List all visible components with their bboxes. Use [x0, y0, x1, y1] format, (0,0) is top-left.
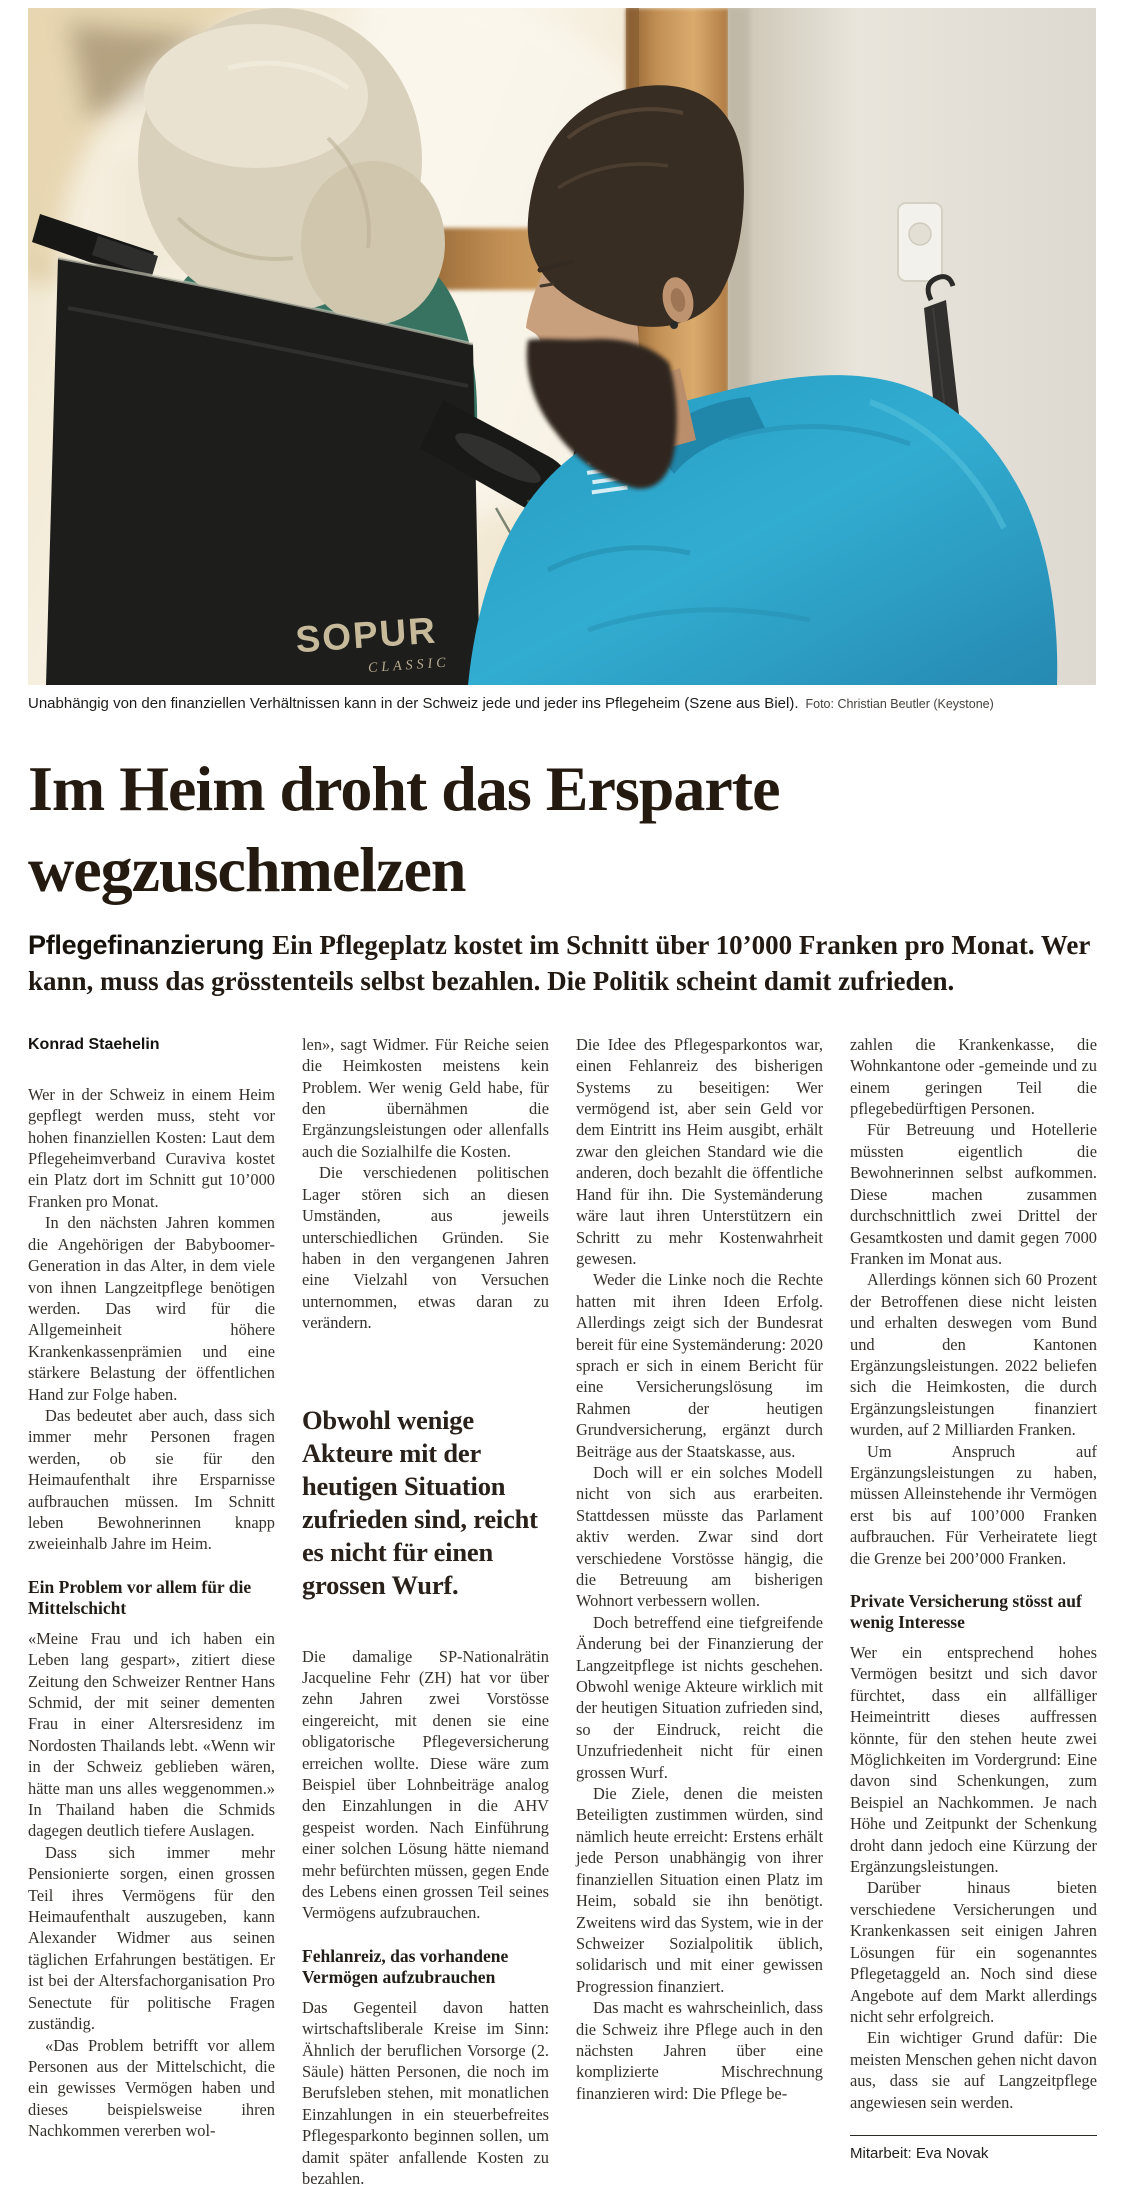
- body-paragraph: Für Betreuung und Hotellerie müssten eigentlich die Bewohnerinnen selbst aufkommen. Diese machen zusammen durchschnittlich zwei Drittel der Gesamtkosten und damit gegen 7000 Franken im Monat aus.: [850, 1120, 1097, 1268]
- body-paragraph: «Das Problem betrifft vor allem Personen aus der Mittelschicht, die ein gewisses Vermögen haben und dieses beispielsweise ihren Nachkommen vererben wol-: [28, 2035, 275, 2141]
- photo-caption-text: Unabhängig von den finanziellen Verhältnissen kann in der Schweiz jede und jeder ins Pflegeheim (Szene aus Biel).: [28, 695, 799, 712]
- article-column-4: [850, 1034, 1097, 2162]
- section-subhead: Fehlanreiz, das vorhandene Vermögen aufzubrauchen: [302, 1945, 509, 1987]
- article-lead: [28, 928, 1096, 1000]
- section-subhead: Ein Problem vor allem für die Mittelschicht: [28, 1576, 252, 1618]
- body-paragraph: «Meine Frau und ich haben ein Leben lang gespart», zitiert diese Zeitung den Schweizer Rentner Hans Schmid, der mit seiner dementen Frau in einer Altersresidenz im Nordosten Thailands lebt. «Wenn wir in der Schweiz geblieben wären, hätte man uns alles weggenommen.» In Thailand haben die Schmids dagegen deutlich tiefere Auslagen.: [28, 1628, 275, 1841]
- body-paragraph: Doch will er ein solches Modell nicht von sich aus erarbeiten. Stattdessen müsste das Parlament aktiv werden. Zwar sind dort verschiedene Vorstösse hängig, die die Betreuung am bisherigen Wohnort verbessern wollen.: [576, 1462, 823, 1611]
- body-paragraph: Wer in der Schweiz in einem Heim gepflegt werden muss, steht vor hohen finanziellen Kosten: Laut dem Pflegeheimverband Curaviva kostet ein Platz dort im Schnitt gut 10’000 Franken pro Monat.: [28, 1084, 275, 1211]
- contributor-note: [850, 2135, 1097, 2162]
- body-paragraph: In den nächsten Jahren kommen die Angehörigen der Babyboomer-Generation in das Alter, in dem viele von ihnen Langzeitpflege benötigen werden. Das wird für die Allgemeinheit höhere Krankenkassenprämien und eine stärkere Belastung der öffentlichen Hand zur Folge haben.: [28, 1213, 275, 1404]
- body-paragraph: Um Anspruch auf Ergänzungsleistungen zu haben, müssen Alleinstehende ihr Vermögen erst bis auf 100’000 Franken aufbrauchen. Für Verheiratete liegt die Grenze bei 200’000 Franken.: [850, 1441, 1097, 1568]
- body-paragraph: Das Gegenteil davon hatten wirtschaftsliberale Kreise im Sinn: Ähnlich der beruflichen Vorsorge (2. Säule) hätten Personen, die noch im Berufsleben stehen, mit monatlichen Einzahlungen in ein steuerbefreites Pflegesparkonto beginnen sollen, um damit später anfallende Kosten zu bezahlen.: [302, 1997, 549, 2189]
- body-paragraph: Die damalige SP-Nationalrätin Jacqueline Fehr (ZH) hat vor über zehn Jahren zwei Vorstösse eingereicht, mit denen sie eine obligatorische Pflegeversicherung erreichen wollte. Diese wäre zum Beispiel über Lohnbeiträge analog den Einzahlungen in die AHV gespeist worden. Nach Einführung einer solchen Lösung hätte niemand mehr befürchten müssen, gegen Ende des Lebens einen grossen Teil seines Vermögens aufzubrauchen.: [302, 1646, 549, 1923]
- lead-text: Ein Pflegeplatz kostet im Schnitt über 10’000 Franken pro Monat. Wer kann, muss das grösstenteils selbst bezahlen. Die Politik scheint damit zufrieden.: [28, 930, 1090, 996]
- author-byline: Konrad Staehelin: [28, 1035, 160, 1053]
- lead-kicker: Pflegefinanzierung: [28, 930, 265, 961]
- body-paragraph: Die Ziele, denen die meisten Beteiligten zustimmen würden, sind nämlich heute erreicht: Erstens erhält jede Person unabhängig von ihrer finanziellen Situation einen Platz im Heim, sobald sie ihn benötigt. Zweitens wird das System, wie in der Schweizer Sozialpolitik üblich, solidarisch und mit einer gewissen Progression finanziert.: [576, 1784, 823, 1996]
- wheelchair-brand-label: SOPUR: [294, 609, 439, 661]
- body-paragraph: Allerdings können sich 60 Prozent der Betroffenen diese nicht leisten und erhalten deswegen vom Bund und den Kantonen Ergänzungsleistungen. 2022 beliefen sich die Heimkosten, die durch Ergänzungsleistungen finanziert wurden, auf 2 Milliarden Franken.: [850, 1270, 1097, 1440]
- body-paragraph: Das bedeutet aber auch, dass sich immer mehr Personen fragen werden, ob sie für den Heimaufenthalt ihre Ersparnisse aufbrauchen müssen. Im Schnitt leben Bewohnerinnen knapp zweieinhalb Jahre im Heim.: [28, 1405, 275, 1554]
- article-column-1: [28, 1034, 275, 2142]
- article-column-2: [302, 1034, 549, 2190]
- body-paragraph: Das macht es wahrscheinlich, dass die Schweiz ihre Pflege auch in den nächsten Jahren über eine komplizierte Mischrechnung finanzieren wird: Die Pflege be-: [576, 1998, 823, 2103]
- body-paragraph: Wer ein entsprechend hohes Vermögen besitzt und sich davor fürchtet, dass ein allfälliger Heimeintritt dieses auffressen könnte, für den stehen heute zwei Möglichkeiten im Vordergrund: Eine davon sind Schenkungen, zum Beispiel an Nachkommen. Je nach Höhe und Zeitpunkt der Schenkung droht dann jedoch eine Kürzung der Ergänzungsleistungen.: [850, 1643, 1097, 1877]
- body-paragraph: Ein wichtiger Grund dafür: Die meisten Menschen gehen nicht davon aus, dass sie auf Langzeitpflege angewiesen sein werden.: [850, 2028, 1097, 2112]
- article-photo: [28, 8, 1096, 685]
- body-paragraph: len», sagt Widmer. Für Reiche seien die Heimkosten meistens kein Problem. Wer wenig Geld habe, für den übernähmen die Ergänzungsleistungen oder allenfalls auch die Sozialhilfe die Kosten.: [302, 1034, 549, 1161]
- article-columns: [28, 1034, 1096, 2190]
- body-paragraph: zahlen die Krankenkasse, die Wohnkantone oder -gemeinde und zu einem geringen Teil die pflegebedürftigen Personen.: [850, 1034, 1097, 1119]
- body-paragraph: Dass sich immer mehr Pensionierte sorgen, einen grossen Teil ihres Vermögens für den Heimaufenthalt auszugeben, kann Alexander Widmer aus seinen täglichen Erfahrungen bestätigen. Er ist bei der Altersfachorganisation Pro Senectute für politische Fragen zuständig.: [28, 1842, 275, 2034]
- pull-quote: Obwohl wenige Akteure mit der heutigen Situation zufrieden sind, reicht es nicht für einen grossen Wurf.: [302, 1404, 538, 1600]
- article-headline: Im Heim droht das Ersparte wegzuschmelzen: [28, 752, 780, 905]
- footnote-rule: [850, 2135, 1097, 2136]
- photo-caption: [28, 694, 1096, 714]
- body-paragraph: Die Idee des Pflegesparkontos war, einen Fehlanreiz des bisherigen Systems zu beseitigen: Wer vermögend ist, aber sein Geld vor dem Eintritt ins Heim ausgibt, erhält zwar den gleichen Standard wie die anderen, doch bezahlt die öffentliche Hand für ihn. Die Systemänderung wäre laut ihren Unterstützern ein Schritt zu mehr Kostenwahrheit gewesen.: [576, 1034, 823, 1268]
- body-paragraph: Doch betreffend eine tiefgreifende Änderung bei der Finanzierung der Langzeitpflege ist nichts geschehen. Obwohl wenige Akteure wirklich mit der heutigen Situation zufrieden sind, so der Eindruck, reicht die Unzufriedenheit nicht für einen grossen Wurf.: [576, 1612, 823, 1782]
- contributor-note-text: Mitarbeit: Eva Novak: [850, 2144, 989, 2162]
- photo-illustration: [28, 8, 1096, 685]
- article-column-3: [576, 1034, 823, 2104]
- body-paragraph: Darüber hinaus bieten verschiedene Versicherungen und Krankenkassen seit einigen Jahren Lösungen für ein sogenanntes Pflegetaggeld an. Noch sind diese Angebote auf dem Markt allerdings nicht sehr erfolgreich.: [850, 1878, 1097, 2026]
- body-paragraph: Weder die Linke noch die Rechte hatten mit ihren Ideen Erfolg. Allerdings zeigt sich der Bundesrat bereit für eine Systemänderung: 2020 sprach er sich in einem Bericht für eine Versicherungslösung im Rahmen der heutigen Grundversicherung, ergänzt durch Beiträge aus der Staatskasse, aus.: [576, 1270, 823, 1461]
- wheelchair-model-label: CLASSIC: [367, 655, 451, 677]
- warm-tone-overlay: [28, 8, 1096, 685]
- section-subhead: Private Versicherung stösst auf wenig Interesse: [850, 1591, 1082, 1632]
- body-paragraph: Die verschiedenen politischen Lager stören sich an diesen Umständen, aus jeweils unterschiedlichen Gründen. Sie haben in den vergangenen Jahren eine Vielzahl von Versuchen unternommen, etwas daran zu verändern.: [302, 1163, 549, 1333]
- photo-credit: Foto: Christian Beutler (Keystone): [805, 697, 994, 711]
